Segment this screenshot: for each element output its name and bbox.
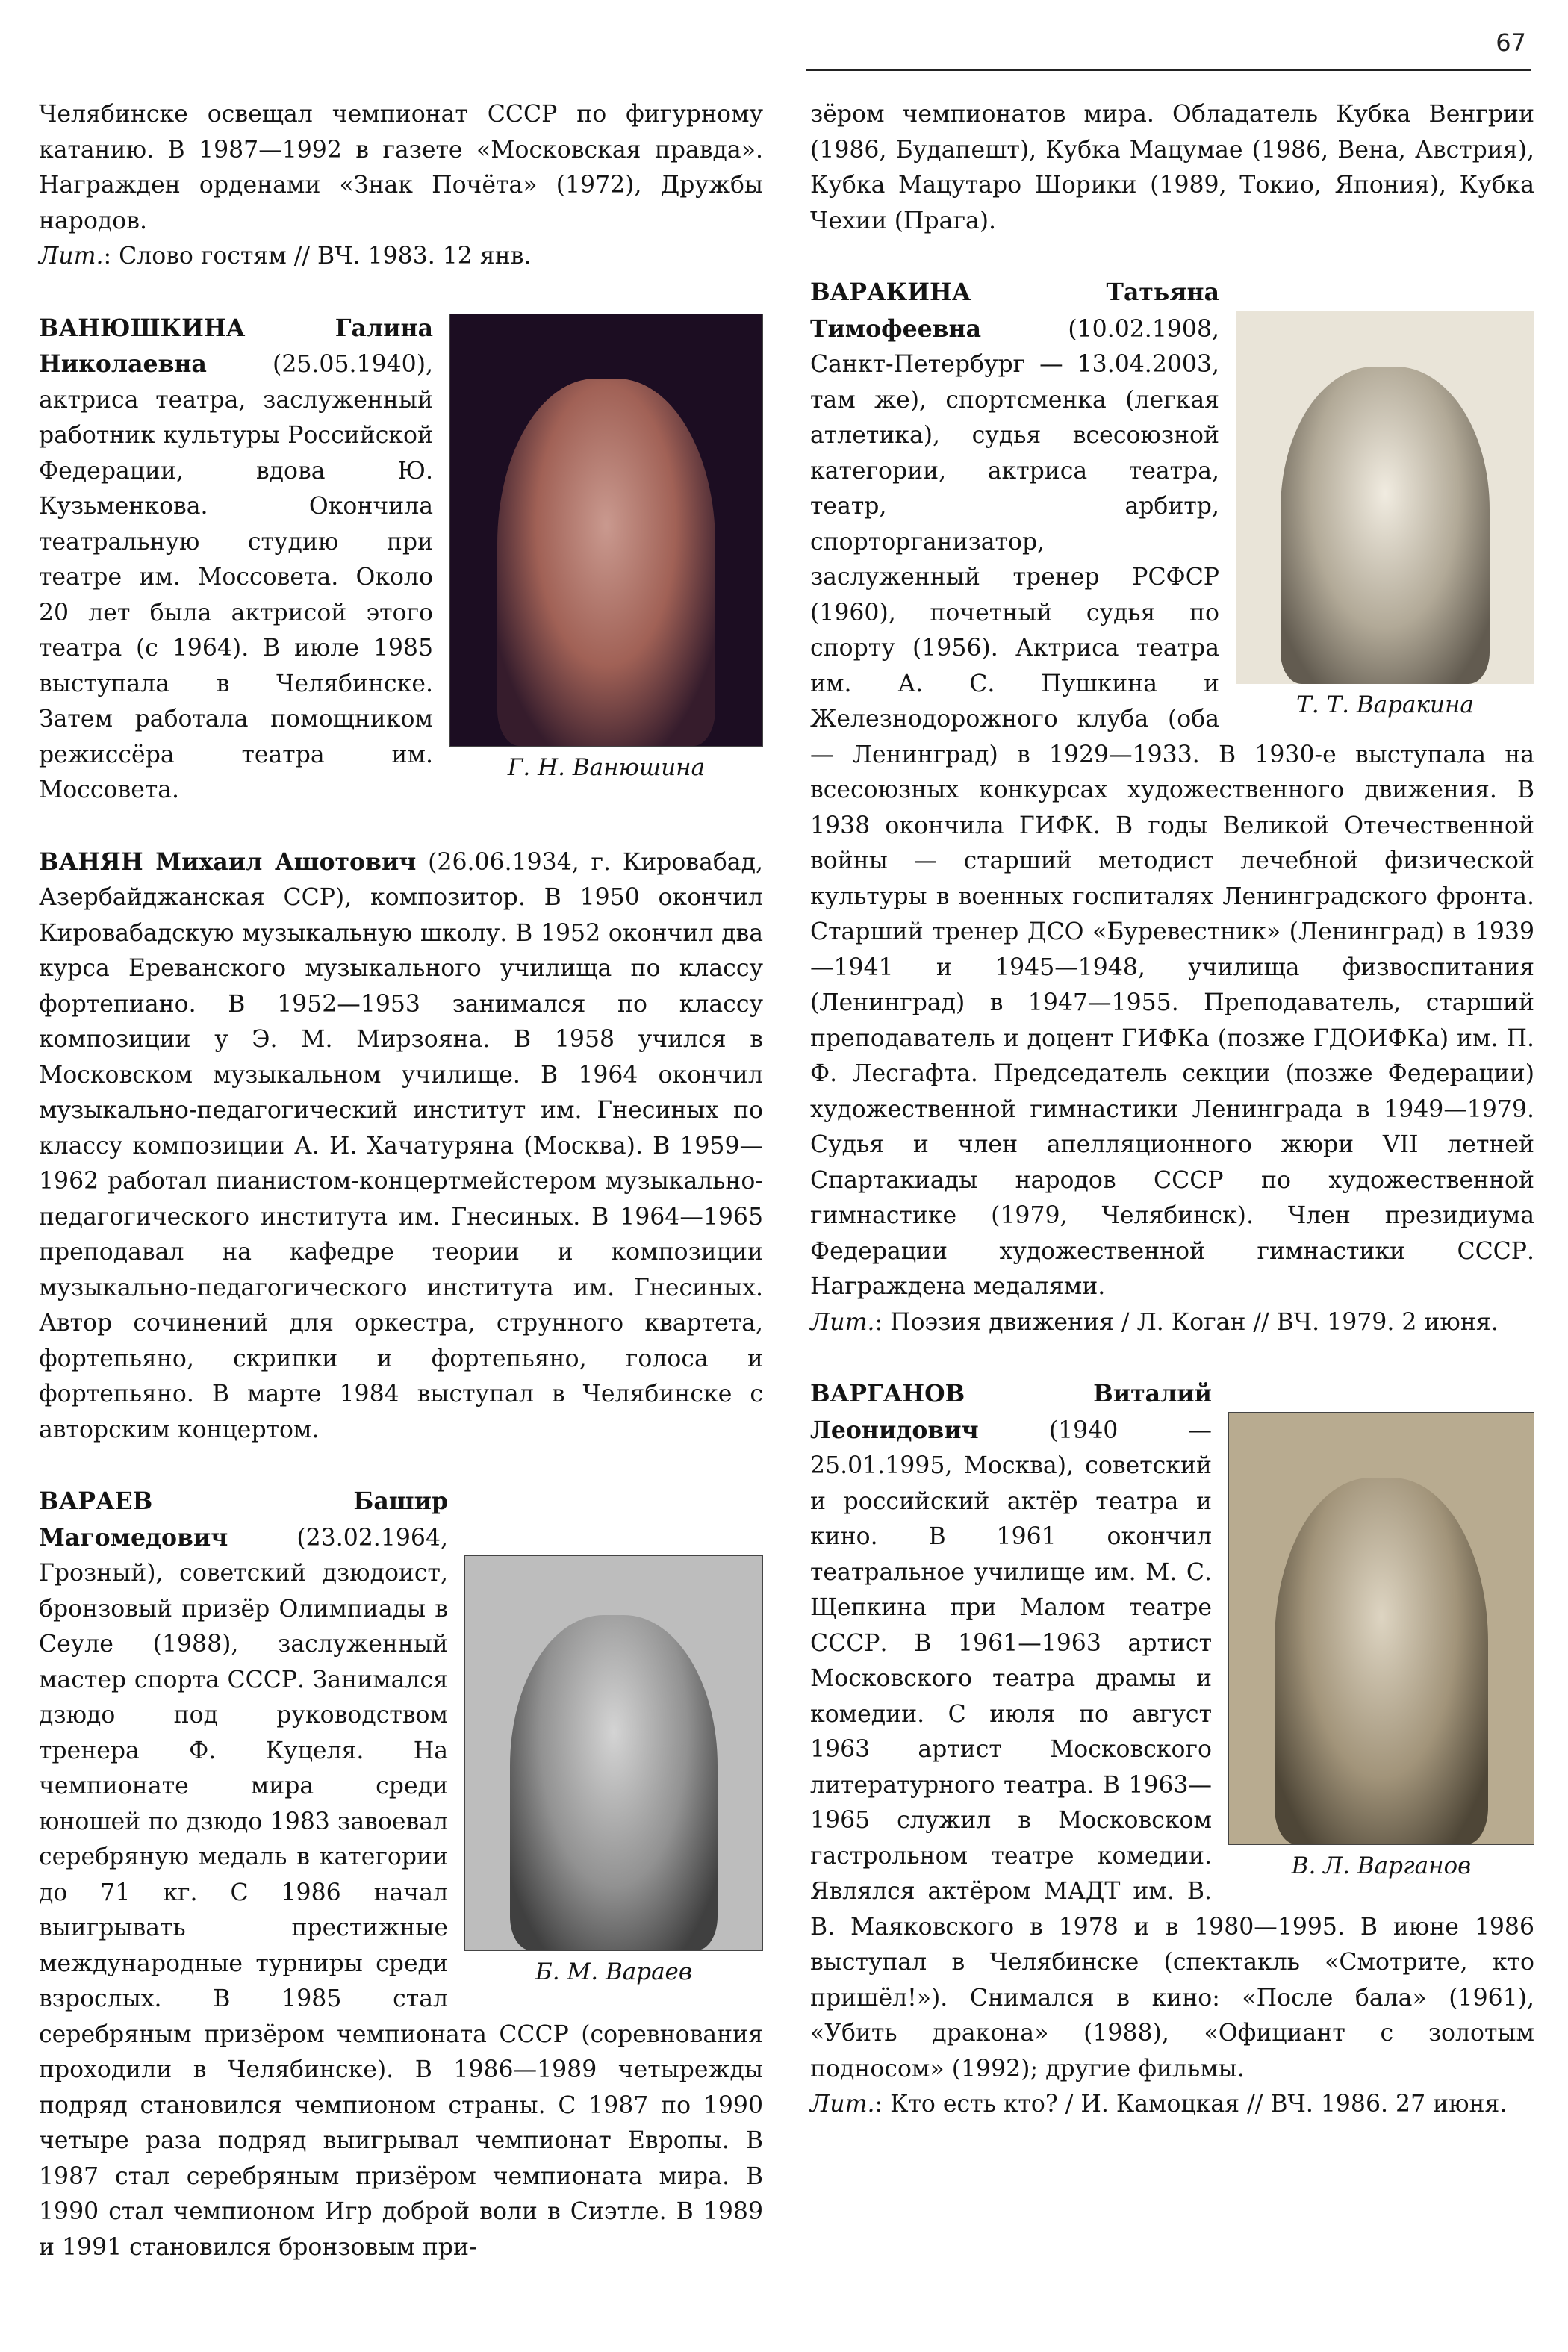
- figure-varganov: [1228, 1412, 1534, 1882]
- portrait-varakina: [1236, 311, 1534, 684]
- continued-entry-right: зёром чемпионатов мира. Обладатель Кубка Венгрии (1986, Будапешт), Кубка Мацумае (1986, Вена, Австрия), Кубка Мацутаро Шорики (1989, Токио, Япония), Кубка Чехии (Прага).: [810, 101, 1534, 234]
- right-column: [810, 97, 1534, 2123]
- entry-vanyushkina: [39, 311, 763, 809]
- body-vanyushkina: (25.05.1940), актриса театра, заслуженный работник культуры Российской Федерации, вдова Ю. Кузьменкова. Окончила театральную студию при театре им. Моссовета. Около 20 лет была актрисой этого театра (с 1964). В июле 1985 выступала в Челябинске. Затем работала помощником режиссёра театра им. Моссовета.: [39, 351, 433, 803]
- entry-varganov: [810, 1376, 1534, 2123]
- portrait-vanyushkina: [449, 314, 763, 747]
- body-varakina: (10.02.1908, Санкт-Петербург — 13.04.2003, там же), спортсменка (легкая атлетика), судья всесоюзной категории, актриса театра, театр, арбитр, спорторганизатор, заслуженный тренер РСФСР (1960), почетный судья по спорту (1956). Актриса театра им. А. С. Пушкина и Железнодорожного клуба (оба — Ленинград) в 1929—1933. В 1930-е выступала на всесоюзных конкурсах художественного движения. В 1938 окончила ГИФК. В годы Великой Отечественной войны — старший методист лечебной физической культуры в военных госпиталях Ленинградского фронта. Старший тренер ДСО «Буревестник» (Ленинград) в 1939—1941 и 1945—1948, училища физвоспитания (Ленинград) в 1947—1955. Преподаватель, старший преподаватель и доцент ГИФКа (позже ГДОИФКа) им. П. Ф. Лесгафта. Председатель секции (позже Федерации) художественной гимнастики Ленинграда в 1949—1979. Судья и член апелляционного жюри VII летней Спартакиады народов СССР по художественной гимнастике (1979, Челябинск). Член президиума Федерации художественной гимнастики СССР. Награждена медалями.: [810, 315, 1534, 1300]
- entry-varakina: [810, 275, 1534, 1340]
- portrait-varaev: [464, 1555, 763, 1951]
- literature-label-varganov: Лит.: [810, 2091, 875, 2118]
- caption-vanyushkina: Г. Н. Ванюшина: [507, 753, 706, 781]
- headword-varaev: ВАРАЕВ Башир Магомедович: [39, 1487, 448, 1552]
- continued-entry: [39, 97, 763, 275]
- body-vanyan: (26.06.1934, г. Кировабад, Азербайджанская ССР), композитор. В 1950 окончил Кировабадскую музыкальную школу. В 1952 окончил два курса Ереванского музыкального училища по классу фортепиано. В 1952—1953 занимался по классу композиции у Э. М. Мирзояна. В 1958 учился в Московском музыкальном училище. В 1964 окончил музыкально-педагогический институт им. Гнесиных по классу композиции А. И. Хачатуряна (Москва). В 1959—1962 работал пианистом-концертмейстером музыкально-педагогического института им. Гнесиных. В 1964—1965 преподавал на кафедре теории и композиции музыкально-педагогического института им. Гнесиных. Автор сочинений для оркестра, струнного квартета, фортепьяно, скрипки и фортепьяно, голоса и фортепьяно. В марте 1984 выступал в Челябинске с авторским концертом.: [39, 848, 763, 1443]
- caption-varganov: В. Л. Варганов: [1291, 1852, 1472, 1879]
- literature-label: Лит.: [39, 243, 104, 270]
- figure-varakina: [1236, 311, 1534, 721]
- literature-label-varakina: Лит.: [810, 1308, 875, 1336]
- header-rule: [806, 69, 1531, 71]
- headword-vanyan: ВАНЯН Михаил Ашотович: [39, 847, 417, 876]
- body-varaev: (23.02.1964, Грозный), советский дзюдоист, бронзовый призёр Олимпиады в Сеуле (1988), заслуженный мастер спорта СССР. Занимался дзюдо под руководством тренера Ф. Куцеля. На чемпионате мира среди юношей по дзюдо 1983 завоевал серебряную медаль в категории до 71 кг. С 1986 начал выигрывать престижные международные турниры среди взрослых. В 1985 стал серебряным призёром чемпионата СССР (соревнования проходили в Челябинске). В 1986—1989 четырежды подряд становился чемпионом страны. С 1987 по 1990 четыре раза подряд выигрывал чемпионат Европы. В 1987 стал серебряным призёром чемпионата мира. В 1990 стал чемпионом Игр доброй воли в Сиэтле. В 1989 и 1991 становился бронзовым при-: [39, 1524, 763, 2261]
- portrait-varganov: [1228, 1412, 1534, 1845]
- entry-vanyan: [39, 844, 763, 1449]
- left-column: [39, 97, 763, 2265]
- literature-varganov: : Кто есть кто? / И. Камоцкая // ВЧ. 1986. 27 июня.: [874, 2091, 1508, 2118]
- headword-varakina: ВАРАКИНА Татьяна Тимофеевна: [810, 279, 1219, 343]
- entry-varaev: [39, 1484, 763, 2265]
- page-number: 67: [1496, 28, 1526, 57]
- body-varganov: (1940 — 25.01.1995, Москва), советский и российский актёр театра и кино. В 1961 окончил театральное училище им. М. С. Щепкина при Малом театре СССР. В 1961—1963 артист Московского театра драмы и комедии. С июля по август 1963 артист Московского литературного театра. В 1963—1965 служил в Московском гастрольном театре комедии. Являлся актёром МАДТ им. В. В. Маяковского в 1978 и в 1980—1995. В июне 1986 выступал в Челябинске (спектакль «Смотрите, кто пришёл!»). Снимался в кино: «После бала» (1961), «Убить дракона» (1988), «Официант с золотым подносом» (1992); другие фильмы.: [810, 1416, 1534, 2082]
- caption-varaev: Б. М. Вараев: [535, 1959, 692, 1985]
- continued-text: Челябинске освещал чемпионат СССР по фигурному катанию. В 1987—1992 в газете «Московская правда». Награжден орденами «Знак Почёта» (1972), Дружбы народов.: [39, 101, 763, 234]
- literature-varakina: : Поэзия движения / Л. Коган // ВЧ. 1979. 2 июня.: [874, 1308, 1499, 1336]
- headword-varganov: ВАРГАНОВ Виталий Леонидович: [810, 1380, 1212, 1444]
- caption-varakina: Т. Т. Варакина: [1296, 691, 1474, 718]
- figure-varaev: [464, 1555, 763, 1988]
- headword-vanyushkina: ВАНЮШКИНА Галина Николаевна: [39, 314, 433, 378]
- figure-vanyushkina: [449, 314, 763, 784]
- literature-text: : Слово гостям // ВЧ. 1983. 12 янв.: [103, 243, 532, 270]
